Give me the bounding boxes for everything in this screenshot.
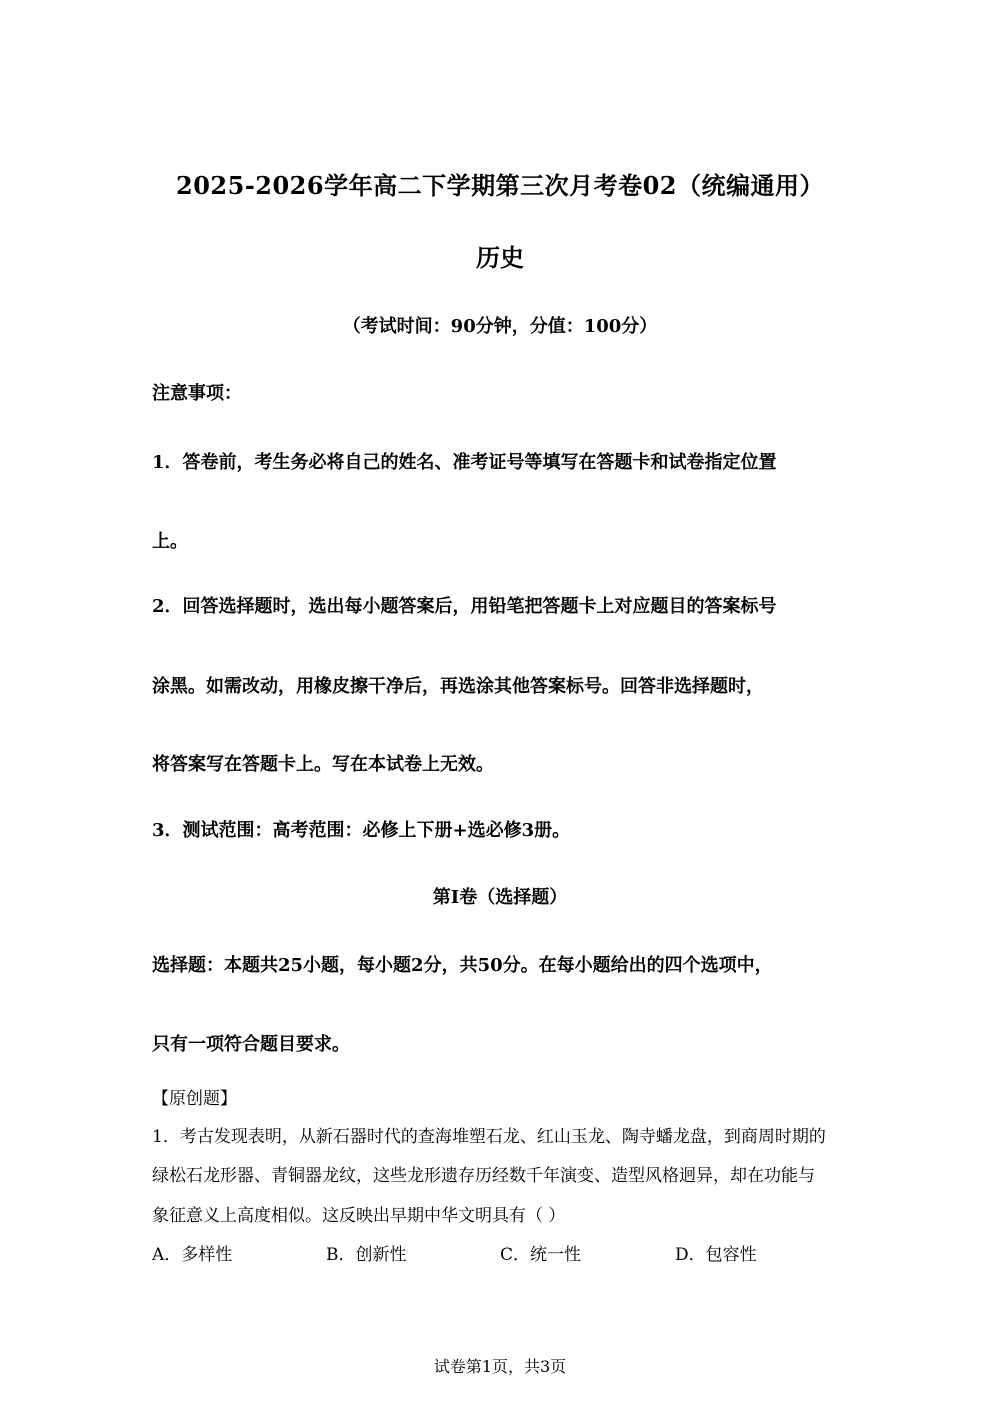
section-instruction-line-2: 只有一项符合题目要求。: [152, 1034, 350, 1055]
question-tag: 【原创题】: [152, 1089, 237, 1109]
notice-item-2-line-3: 将答案写在答题卡上。写在本试卷上无效。: [152, 754, 494, 775]
option-d: D．包容性: [675, 1245, 757, 1265]
question-stem-line-3: 象征意义上高度相似。这反映出早期中华文明具有（ ）: [152, 1206, 566, 1226]
notice-item-2-line-2: 涂黑。如需改动，用橡皮擦干净后，再选涂其他答案标号。回答非选择题时，: [152, 676, 764, 697]
option-a: A．多样性: [152, 1245, 233, 1265]
option-c: C．统一性: [500, 1245, 582, 1265]
notice-item-3: 3．测试范围：高考范围：必修上下册+选必修3册。: [152, 820, 571, 841]
notice-item-1-line-2: 上。: [152, 531, 188, 552]
exam-title: 2025-2026学年高二下学期第三次月考卷02（统编通用）: [176, 171, 824, 200]
exam-info: （考试时间：90分钟，分值：100分）: [342, 316, 658, 337]
notice-heading: 注意事项：: [152, 383, 242, 404]
section-instruction-line-1: 选择题：本题共25小题，每小题2分，共50分。在每小题给出的四个选项中，: [152, 955, 773, 976]
notice-item-2-line-1: 2．回答选择题时，选出每小题答案后，用铅笔把答题卡上对应题目的答案标号: [152, 596, 777, 617]
section-title: 第Ⅰ卷（选择题）: [432, 887, 568, 908]
option-b: B．创新性: [326, 1245, 407, 1265]
notice-item-1-line-1: 1．答卷前，考生务必将自己的姓名、准考证号等填写在答题卡和试卷指定位置: [152, 452, 777, 473]
question-stem-line-1: 1．考古发现表明，从新石器时代的查海堆塑石龙、红山玉龙、陶寺蟠龙盘，到商周时期的: [152, 1127, 826, 1147]
page-footer: 试卷第1页，共3页: [433, 1357, 567, 1376]
subject-title: 历史: [476, 243, 524, 272]
question-stem-line-2: 绿松石龙形器、青铜器龙纹，这些龙形遗存历经数千年演变、造型风格迥异，却在功能与: [152, 1166, 815, 1186]
